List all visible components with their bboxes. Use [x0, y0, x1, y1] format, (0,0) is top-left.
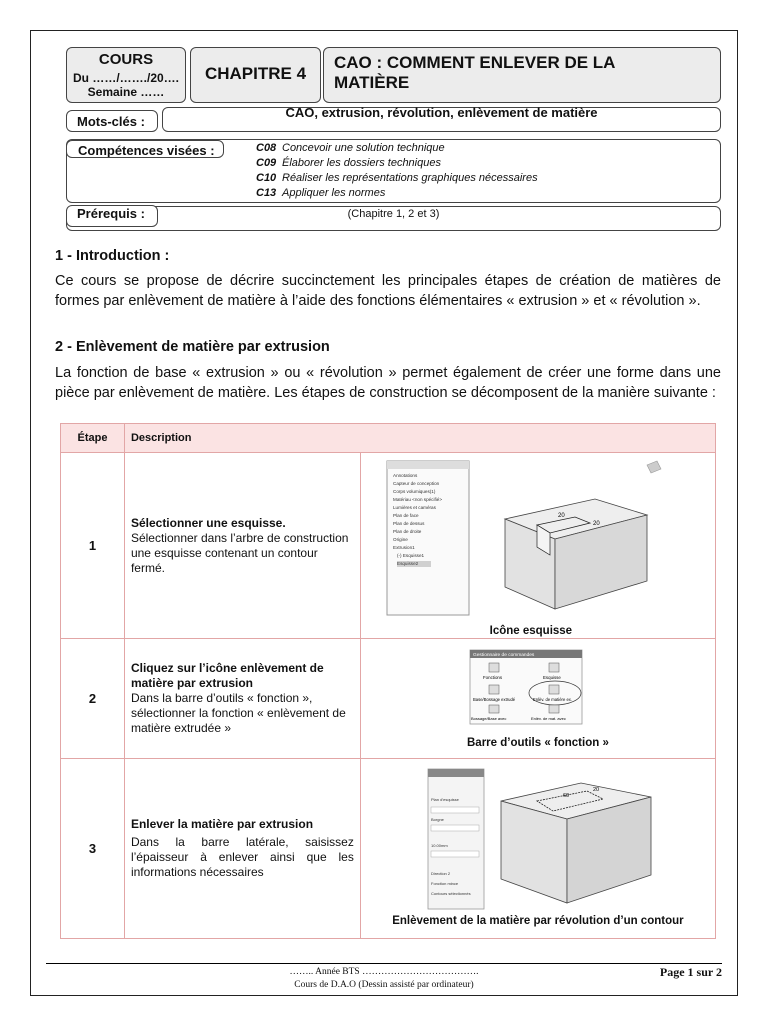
panel-label: Fonction mince: [430, 881, 458, 886]
table-row: [61, 453, 716, 639]
step-figure-cell: [360, 453, 715, 639]
semaine-line: Semaine ……: [87, 85, 165, 99]
footer-year-line: …….. Année BTS ……………………………….: [289, 967, 479, 977]
section-1-title: 1 - Introduction :: [55, 248, 170, 264]
title-box: [323, 47, 721, 103]
step-description: [124, 453, 360, 639]
step-line: Dans la barre d’outils « fonction », sélectionner la fonction « enlèvement de matière extrudée »: [130, 691, 346, 735]
figure-caption: Enlèvement de la matière par révolution d’un contour: [392, 915, 684, 927]
step-number: 1: [61, 453, 125, 639]
header-description: Description: [124, 424, 715, 453]
panel-label: Direction 2: [430, 871, 450, 876]
header-step: Étape: [61, 424, 125, 453]
figure-caption: Icône esquisse: [489, 625, 573, 637]
step-description: [124, 759, 360, 939]
step-title: Enlever la matière par extrusion: [130, 817, 314, 831]
prerequis-label: Prérequis :: [77, 206, 145, 221]
prerequis-box: [66, 206, 721, 231]
step-description: [124, 639, 360, 759]
panel-label: Borgne: [430, 817, 444, 822]
step-number: 2: [61, 639, 125, 759]
dimension-label: 60: [562, 793, 569, 799]
extrusion-figure: [427, 767, 657, 911]
tree-item: Lumières et caméras: [392, 505, 436, 510]
tree-item: Plan de face: [392, 513, 419, 518]
tree-item: Extrusion1: [392, 545, 415, 550]
dimension-label: 20: [557, 513, 565, 519]
chapter-box: [190, 47, 321, 103]
toolbar-label: Enlèv. de mat. avec: [530, 716, 566, 721]
tree-item: Capteur de conception: [392, 481, 440, 486]
toolbar-label: Esquisse: [542, 675, 561, 680]
toolbar-label: Base/Bossage extrudé: [472, 697, 515, 702]
step-title: Cliquez sur l’icône enlèvement de matière par extrusion: [130, 661, 324, 690]
competences-list: [256, 141, 538, 201]
section-2-text: La fonction de base « extrusion » ou « révolution » permet également de créer une forme dans une pièce par enlèvement de matière. Les étapes de construction se décomposent de la manière suivante :: [55, 365, 721, 401]
step-number: 3: [61, 759, 125, 939]
competence-item: C13 Appliquer les normes: [256, 187, 386, 199]
table-row: [61, 759, 716, 939]
dimension-label: 20: [592, 787, 599, 793]
tree-item: Origine: [392, 537, 408, 542]
cours-title: COURS: [98, 51, 154, 68]
toolbar-label: Fonctions: [482, 675, 502, 680]
table-row: [61, 639, 716, 759]
step-line: Sélectionner dans l’arbre de construction: [130, 530, 349, 545]
prerequis-value: (Chapitre 1, 2 et 3): [347, 208, 440, 220]
keywords-label-box: [66, 110, 158, 132]
keywords-value: CAO, extrusion, révolution, enlèvement de matière: [285, 105, 598, 120]
footer-divider: [46, 963, 722, 964]
step-figure-cell: [360, 759, 715, 939]
panel-label: Contours sélectionnés: [430, 891, 471, 896]
section-2-title: 2 - Enlèvement de matière par extrusion: [55, 339, 330, 355]
chapter-number: CHAPITRE 4: [204, 64, 307, 83]
table-header-row: [61, 424, 716, 453]
toolbar-figure: [469, 649, 583, 725]
dimension-label: 20: [592, 521, 600, 527]
competence-item: C10 Réaliser les représentations graphiques nécessaires: [256, 172, 538, 184]
tree-item: Plan de droite: [392, 529, 422, 534]
competences-label: Compétences visées :: [78, 143, 215, 158]
cours-box: [66, 47, 186, 103]
tree-item: Matériau <non spécifié>: [392, 497, 442, 502]
toolbar-label: Bossage/Base avec: [470, 716, 507, 721]
competence-item: C09 Élaborer les dossiers techniques: [256, 157, 441, 169]
panel-label: 10.00mm: [430, 843, 448, 848]
competence-item: C08 Concevoir une solution technique: [256, 142, 445, 154]
toolbar-label: Enlèv. de matière ex.: [532, 697, 572, 702]
step-title: Sélectionner une esquisse.: [130, 515, 286, 530]
prerequis-label-box: [66, 205, 158, 227]
step-line: Dans la barre latérale, saisissez l’épaisseur à enlever ainsi que les informations nécessaires: [130, 835, 354, 879]
tree-item: Corps volumiques(1): [392, 489, 436, 494]
tree-item: Esquisse2: [396, 561, 419, 566]
step-line: une esquisse contenant un contour fermé.: [130, 545, 318, 575]
step-figure-cell: [360, 639, 715, 759]
keywords-label: Mots-clés :: [77, 114, 145, 129]
tree-item: (-) Esquisse1: [396, 553, 424, 558]
tree-item: Annotations: [392, 473, 418, 478]
toolbar-header-text: Gestionnaire de commandes: [472, 653, 535, 658]
page-title: CAO : COMMENT ENLEVER DE LA MATIÈRE: [334, 53, 615, 92]
competences-label-box: [66, 140, 224, 158]
date-line: Du ……/……./20….: [72, 71, 179, 85]
tree-item: Plan de dessus: [392, 521, 425, 526]
figure-caption: Barre d’outils « fonction »: [467, 737, 609, 749]
steps-table: [60, 423, 716, 939]
panel-label: Plan d'esquisse: [430, 797, 459, 802]
page-number: Page 1 sur 2: [659, 965, 722, 979]
footer-course-line: Cours de D.A.O (Dessin assisté par ordinateur): [294, 980, 474, 990]
keywords-box: [162, 107, 721, 132]
sketch-figure: [385, 459, 665, 619]
section-1-text: Ce cours se propose de décrire succinctement les principales étapes de création de matières de formes par enlèvement de matière à l’aide des fonctions élémentaires « extrusion » et « révolution ».: [55, 273, 721, 309]
